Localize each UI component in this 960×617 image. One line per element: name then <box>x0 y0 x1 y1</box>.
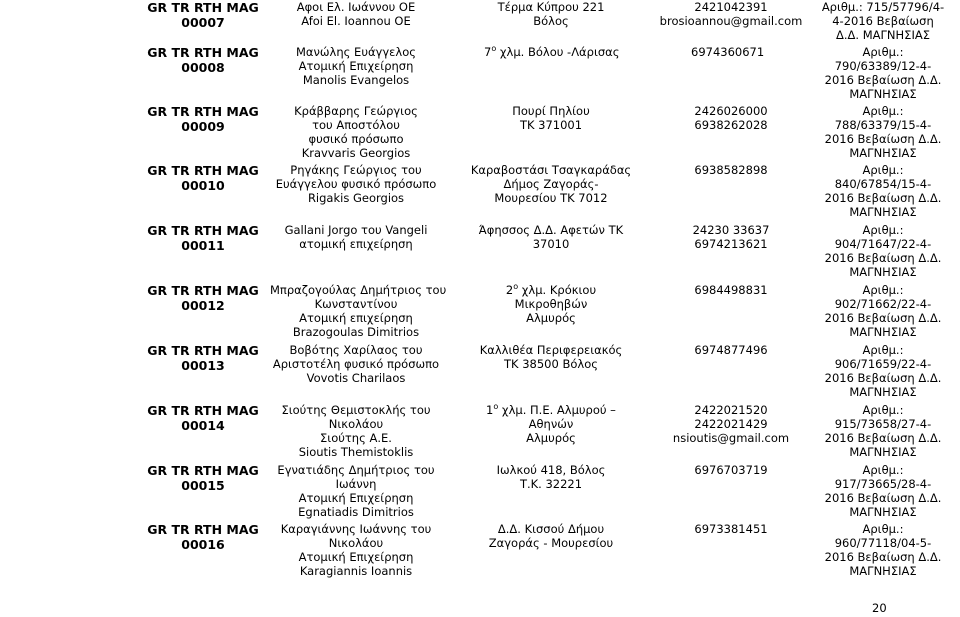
approval-reference: Αριθμ.: 915/73658/27-4- 2016 Βεβαίωση Δ.Δ. ΜΑΓΝΗΣΙΑΣ <box>824 403 942 459</box>
registration-code: GR TR RTH MAG 00016 <box>147 522 259 552</box>
contact-info: 2422021520 2422021429 nsioutis@gmail.com <box>672 403 790 445</box>
approval-reference: Αριθμ.: 902/71662/22-4- 2016 Βεβαίωση Δ.Δ. ΜΑΓΝΗΣΙΑΣ <box>824 283 942 339</box>
approval-reference: Αριθμ.: 904/71647/22-4- 2016 Βεβαίωση Δ.Δ. ΜΑΓΝΗΣΙΑΣ <box>824 223 942 279</box>
contact-info: 6974877496 <box>694 343 768 357</box>
business-name: Gallani Jorgo του Vangeli ατομική επιχείρηση <box>284 223 428 251</box>
approval-reference: Αριθμ.: 906/71659/22-4- 2016 Βεβαίωση Δ.Δ. ΜΑΓΝΗΣΙΑΣ <box>824 343 942 399</box>
business-address: $7^o$ χλμ. Βόλου -Λάρισας <box>484 44 620 59</box>
business-name: Ρηγάκης Γεώργιος του Ευάγγελου φυσικό πρόσωπο Rigakis Georgios <box>275 163 437 205</box>
contact-info: 24230 33637 6974213621 <box>692 223 770 251</box>
business-name: Βοβότης Χαρίλαος του Αριστοτέλη φυσικό πρόσωπο Vovotis Charilaos <box>272 343 440 385</box>
registration-code: GR TR RTH MAG 00013 <box>147 343 259 373</box>
registration-code: GR TR RTH MAG 00012 <box>147 283 259 313</box>
contact-info: 2426026000 6938262028 <box>694 104 768 132</box>
approval-reference: Αριθμ.: 790/63389/12-4- 2016 Βεβαίωση Δ.Δ. ΜΑΓΝΗΣΙΑΣ <box>824 45 942 101</box>
business-name: Κράββαρης Γεώργιος του Αποστόλου φυσικό πρόσωπο Kravvaris Georgios <box>294 104 418 160</box>
business-address: Ιωλκού 418, Βόλος Τ.Κ. 32221 <box>496 463 606 491</box>
business-address: $1^o$ χλμ. Π.Ε. Αλμυρού – Αθηνών Αλμυρός <box>486 402 616 445</box>
registration-code: GR TR RTH MAG 00009 <box>147 104 259 134</box>
business-address: Άφησσος Δ.Δ. Αφετών ΤΚ 37010 <box>478 223 624 251</box>
approval-reference: Αριθμ.: 715/57796/4- 4-2016 Βεβαίωση Δ.Δ. ΜΑΓΝΗΣΙΑΣ <box>821 0 945 42</box>
registration-code: GR TR RTH MAG 00007 <box>147 0 259 30</box>
approval-reference: Αριθμ.: 788/63379/15-4- 2016 Βεβαίωση Δ.Δ. ΜΑΓΝΗΣΙΑΣ <box>824 104 942 160</box>
contact-info: 6973381451 <box>694 522 768 536</box>
contact-info: 6974360671 <box>691 45 765 59</box>
contact-info: 6984498831 <box>694 283 768 297</box>
business-name: Εγνατιάδης Δημήτριος του Ιωάννη Ατομική Επιχείρηση Egnatiadis Dimitrios <box>277 463 435 519</box>
business-name: Μπραζογούλας Δημήτριος του Κωνσταντίνου Ατομική επιχείρηση Brazogoulas Dimitrios <box>270 283 447 339</box>
business-address: $2^o$ χλμ. Κρόκιου Μικροθηβών Αλμυρός <box>505 282 597 325</box>
contact-info: 6938582898 <box>694 163 768 177</box>
page-number: 20 <box>872 601 887 615</box>
registration-code: GR TR RTH MAG 00015 <box>147 463 259 493</box>
registration-code: GR TR RTH MAG 00010 <box>147 163 259 193</box>
registration-code: GR TR RTH MAG 00011 <box>147 223 259 253</box>
address-and-phone <box>484 45 844 59</box>
business-name: Μανώλης Ευάγγελος Ατομική Επιχείρηση Manolis Evangelos <box>296 45 416 87</box>
approval-reference: Αριθμ.: 840/67854/15-4- 2016 Βεβαίωση Δ.Δ. ΜΑΓΝΗΣΙΑΣ <box>824 163 942 219</box>
business-address: Καραβοστάσι Τσαγκαράδας Δήμος Ζαγοράς- Μουρεσίου ΤΚ 7012 <box>470 163 632 205</box>
business-name: Καραγιάννης Ιωάννης του Νικολάου Ατομική Επιχείρηση Karagiannis Ioannis <box>280 522 432 578</box>
contact-info: 6976703719 <box>694 463 768 477</box>
business-address: Πουρί Πηλίου ΤΚ 371001 <box>512 104 590 132</box>
business-name: Σιούτης Θεμιστοκλής του Νικολάου Σιούτης Α.Ε. Sioutis Themistoklis <box>281 403 431 459</box>
business-address: Καλλιθέα Περιφερειακός ΤΚ 38500 Βόλος <box>479 343 623 371</box>
business-name: Αφοι Ελ. Ιωάννου ΟΕ Afoi El. Ioannou OE <box>296 0 416 28</box>
registration-code: GR TR RTH MAG 00014 <box>147 403 259 433</box>
business-address: Τέρμα Κύπρου 221 Βόλος <box>497 0 605 28</box>
business-address: Δ.Δ. Κισσού Δήμου Ζαγοράς - Μουρεσίου <box>488 522 614 550</box>
contact-info: 2421042391 brosioannou@gmail.com <box>659 0 803 28</box>
approval-reference: Αριθμ.: 917/73665/28-4- 2016 Βεβαίωση Δ.Δ. ΜΑΓΝΗΣΙΑΣ <box>824 463 942 519</box>
approval-reference: Αριθμ.: 960/77118/04-5- 2016 Βεβαίωση Δ.Δ. ΜΑΓΝΗΣΙΑΣ <box>824 522 942 578</box>
registration-code: GR TR RTH MAG 00008 <box>147 45 259 75</box>
